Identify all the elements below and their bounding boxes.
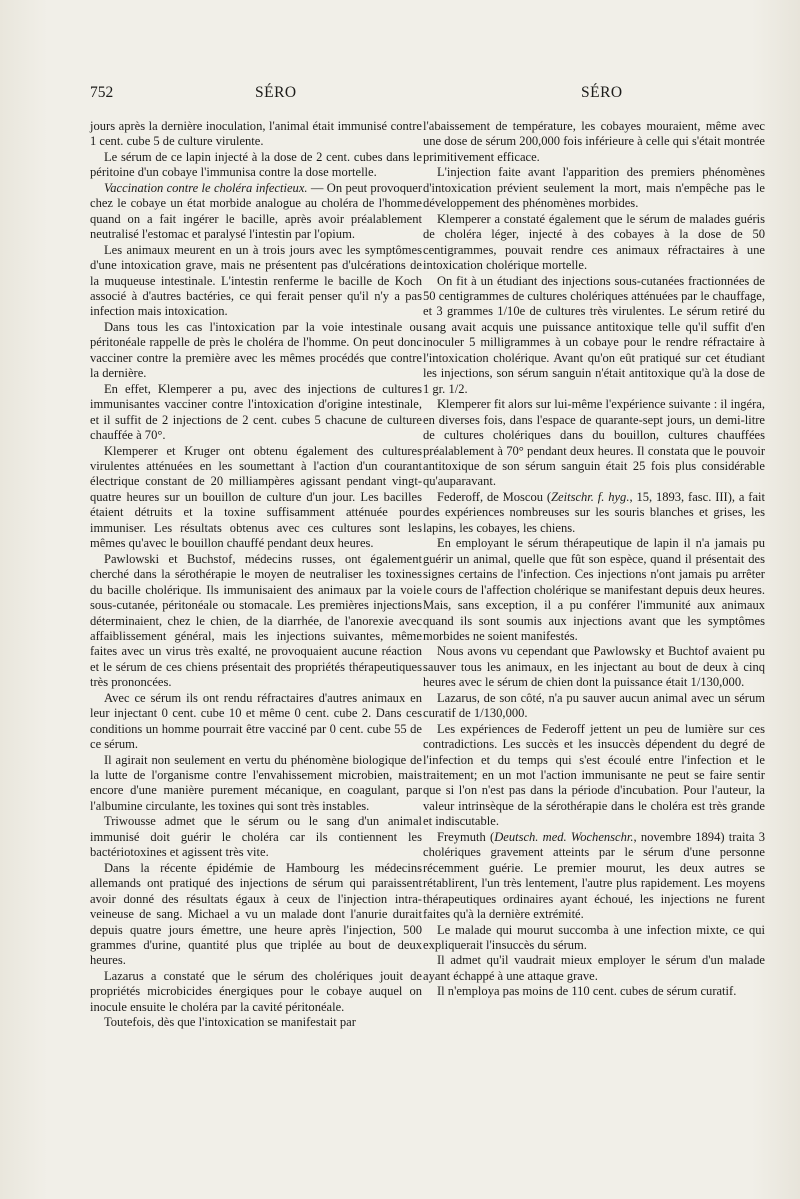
paragraph: Federoff, de Moscou (Zeitschr. f. hyg., 15, 1893, fasc. III), a fait des expériences nombreuses sur les souris blanches et grises, les lapins, les cobayes, les chiens. <box>423 489 765 535</box>
paragraph: Freymuth (Deutsch. med. Wochenschr., novembre 1894) traita 3 cholériques gravement atteints par le sérum d'une personne récemment guérie. Le premier mourut, les deux autres se rétablirent, l'un très lentement, l'autre plus rapidement. Les moyens thérapeutiques ordinaires ayant échoué, les injections ne furent faites qu'à la dernière extrémité. <box>423 829 765 922</box>
paragraph: Avec ce sérum ils ont rendu réfractaires d'autres animaux en leur injectant 0 cent. cube 10 et même 0 cent. cube 2. Dans ces conditions un homme pourrait être vacciné par 0 cent. cube 55 de ce sérum. <box>90 690 422 752</box>
paragraph: Le sérum de ce lapin injecté à la dose de 2 cent. cubes dans le péritoine d'un cobaye l'immunisa contre la dose mortelle. <box>90 149 422 180</box>
paragraph: Klemperer et Kruger ont obtenu également des cultures virulentes atténuées en les soumettant à l'action d'un courant électrique constant de 20 milliampères agissant pendant vingt-quatre heures sur un bouillon de culture d'un jour. Les bacilles étaient détruits et la toxine suffisamment atténuée pour immuniser. Les résultats obtenus avec ces cultures sont les mêmes qu'avec le bouillon chauffé pendant deux heures. <box>90 443 422 551</box>
paragraph: En effet, Klemperer a pu, avec des injections de cultures immunisantes vacciner contre l'intoxication d'origine intestinale, et il suffit de 2 injections de 2 cent. cubes 5 chacune de culture chauffée à 70°. <box>90 381 422 443</box>
paragraph: Dans la récente épidémie de Hambourg les médecins allemands ont pratiqué des injections de sérum qui paraissent avoir donné des résultats égaux à ceux de l'injection intra-veineuse de sang. Michael a vu un malade dont l'anurie durait depuis quatre jours émettre, une heure après l'injection, 500 grammes d'urine, quantité plus que triplée au bout de deux heures. <box>90 860 422 968</box>
paragraph: jours après la dernière inoculation, l'animal était immunisé contre 1 cent. cube 5 de culture virulente. <box>90 119 422 149</box>
paragraph: L'injection faite avant l'apparition des premiers phénomènes d'intoxication prévient seulement la mort, mais n'empêche pas le développement des phénomènes morbides. <box>423 165 765 211</box>
paragraph: Le malade qui mourut succomba à une infection mixte, ce qui expliquerait l'insuccès du sérum. <box>423 922 765 953</box>
paragraph: Lazarus a constaté que le sérum des cholériques jouit de propriétés microbicides énergiques pour le cobaye auquel on inocule ensuite le choléra par la cavité péritonéale. <box>90 968 422 1014</box>
paragraph: Triwousse admet que le sérum ou le sang d'un animal immunisé doit guérir le choléra car ils contiennent les bactériotoxines et agissent très vite. <box>90 814 422 860</box>
left-column <box>90 119 422 1031</box>
paragraph: Pawlowski et Buchstof, médecins russes, ont également cherché dans la sérothérapie le moyen de neutraliser les toxines du bacille cholérique. Ils immunisaient des animaux par la voie sous-cutanée, péritonéale ou stomacale. Les premières injections déterminaient, chez le chien, de la diarrhée, de l'anorexie avec affaiblissement général, mais les injections suivantes, même faites avec un virus très exalté, ne provoquaient aucune réaction et le sérum de ces chiens présentait des propriétés thérapeutiques très prononcées. <box>90 551 422 690</box>
right-column <box>423 119 765 1000</box>
paragraph: l'abaissement de température, les cobayes mouraient, même avec une dose de sérum 200,000 fois inférieure à celle qui s'était montrée primitivement efficace. <box>423 119 765 164</box>
section-heading: Vaccination contre le choléra infectieux. <box>104 180 308 195</box>
paragraph: Vaccination contre le choléra infectieux. — On peut provoquer chez le cobaye un état morbide analogue au choléra de l'homme quand on a fait ingérer le bacille, après avoir préalablement neutralisé l'estomac et paralysé l'intestin par l'opium. <box>90 180 422 242</box>
running-title-right: SÉRO <box>581 84 623 101</box>
paragraph: Klemperer a constaté également que le sérum de malades guéris de choléra léger, injecté à des cobayes à la dose de 50 centigrammes, pouvait rendre ces animaux réfractaires à une intoxication cholérique mortelle. <box>423 211 765 273</box>
paragraph: Il n'employa pas moins de 110 cent. cubes de sérum curatif. <box>437 984 737 999</box>
journal-citation: Zeitschr. f. hyg. <box>551 489 630 504</box>
journal-citation: Deutsch. med. Wochenschr. <box>494 829 634 844</box>
running-title-left: SÉRO <box>255 84 297 101</box>
paragraph: Lazarus, de son côté, n'a pu sauver aucun animal avec un sérum curatif de 1/130,000. <box>423 690 765 721</box>
paragraph: Klemperer fit alors sur lui-même l'expérience suivante : il ingéra, en diverses fois, dans l'espace de quarante-sept jours, un demi-litre de cultures cholériques dans du bouillon, cultures chauffées préalablement à 70° pendant deux heures. Il constata que le pouvoir antitoxique de son sérum sanguin était 25 fois plus considérable qu'auparavant. <box>423 397 765 489</box>
paragraph: Les animaux meurent en un à trois jours avec les symptômes d'une intoxication grave, mais ne présentent pas d'ulcérations de la muqueuse intestinale. L'intestin renferme le bacille de Koch associé à d'autres bactéries, ce qui ferait penser qu'il n'y a pas infection mais intoxication. <box>90 242 422 319</box>
paragraph: En employant le sérum thérapeutique de lapin il n'a jamais pu guérir un animal, quelle que fût son espèce, quand il présentait des signes certains de l'infection. Ces injections n'ont jamais pu arrêter le cours de l'affection cholérique se manifestant depuis deux heures. Mais, sans exception, il a pu conférer l'immunité aux animaux quand ils sont soumis aux injections avant que les symptômes morbides ne soient manifestés. <box>423 536 765 643</box>
paragraph: Les expériences de Federoff jettent un peu de lumière sur ces contradictions. Les succès et les insuccès dépendent du degré de l'infection et du temps qui s'est écoulé entre l'infection et le traitement; en un mot l'action immunisante ne peut se faire sentir que si l'on n'est pas dans la période d'incubation. Pour l'auteur, la valeur intrinsèque de la sérothérapie dans le choléra est très grande et indiscutable. <box>423 721 765 829</box>
paragraph: Nous avons vu cependant que Pawlowsky et Buchtof avaient pu sauver tous les animaux, en les injectant au bout de deux à cinq heures avec le sérum de chien dont la puissance était 1/130,000. <box>423 644 765 690</box>
paragraph: On fit à un étudiant des injections sous-cutanées fractionnées de 50 centigrammes de cultures cholériques atténuées par le chauffage, et 3 grammes 1/10e de cultures très virulentes. Le sérum retiré du sang avait acquis une puissance antitoxique telle qu'il suffit d'en inoculer 5 milligrammes à un cobaye pour le rendre réfractaire à l'intoxication cholérique. Avant qu'on eût pratiqué sur cet étudiant les injections, son sérum sanguin n'était antitoxique qu'à la dose de 1 gr. 1/2. <box>423 273 765 396</box>
page-header <box>0 84 800 104</box>
paragraph: Toutefois, dès que l'intoxication se manifestait par <box>104 1015 356 1030</box>
paragraph: Dans tous les cas l'intoxication par la voie intestinale ou péritonéale rappelle de près le choléra de l'homme. On peut donc vacciner contre la première avec les mêmes procédés que contre la dernière. <box>90 319 422 381</box>
page-number: 752 <box>90 84 114 101</box>
paragraph: Il agirait non seulement en vertu du phénomène biologique de la lutte de l'organisme contre l'envahissement microbien, mais encore d'une manière purement mécanique, en coagulant, par l'albumine circulante, les toxines qui sont très instables. <box>90 752 422 813</box>
paragraph: Il admet qu'il vaudrait mieux employer le sérum d'un malade ayant échappé à une attaque grave. <box>423 953 765 983</box>
